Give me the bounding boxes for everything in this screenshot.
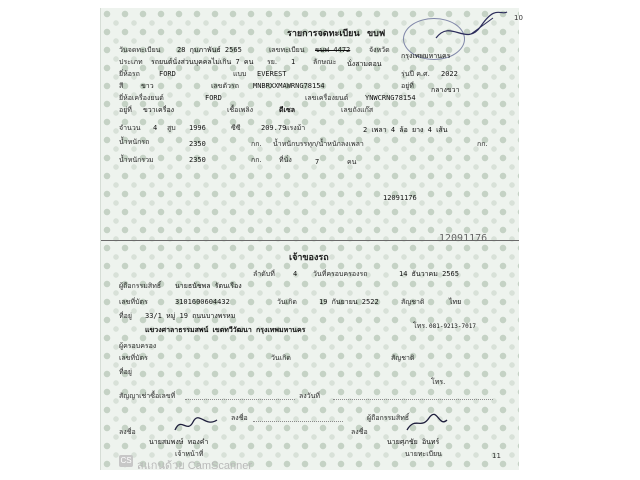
contract-date-label: ลงวันที่: [299, 392, 321, 400]
brand-label: ยี่ห้อรถ: [119, 70, 140, 78]
gross-label: น้ำหนักรวม: [119, 156, 154, 164]
weight-label: น้ำหนักรถ: [119, 138, 150, 146]
officer-1-title: เจ้าหน้าที่: [175, 450, 204, 458]
sign-line: [253, 421, 343, 422]
seats-value: 7: [315, 158, 320, 166]
weight-unit: กก.: [251, 140, 262, 148]
officer-2-title: นายทะเบียน: [405, 450, 442, 458]
model-year-label: รุ่นปี ค.ศ.: [401, 70, 430, 78]
model-year-value: 2022: [441, 70, 458, 78]
chassis-value: MNBRXXMAWRNG78154: [253, 82, 325, 90]
plate-prefix: ขบฟ: [367, 29, 386, 39]
engine-brand-value: FORD: [205, 94, 222, 102]
load-label: น้ำหนักบรรทุก/น้ำหนักลงเพลา: [273, 140, 364, 148]
address-line-2: แขวงศาลาธรรมสพน์ เขตทวีวัฒนา กรุงเทพมหานคร: [145, 326, 306, 334]
signature-top: [431, 8, 511, 52]
phone-value: 081-9213-7017: [429, 323, 476, 330]
engine-location-label: อยู่ที่: [119, 106, 132, 114]
possessor-label: ผู้ครอบครอง: [119, 342, 157, 350]
type-label: ประเภท: [119, 58, 143, 66]
document-title: รายการจดทะเบียน: [287, 29, 360, 39]
seats-label: ที่นั่ง: [279, 156, 292, 164]
officer-sign-label: ลงชื่อ: [351, 428, 368, 436]
page-number-bottom: 11: [492, 452, 501, 460]
registration-sheet: [100, 8, 519, 470]
nationality-value: ไทย: [449, 298, 462, 306]
nationality-label: สัญชาติ: [401, 298, 425, 306]
reg-sign-label: ลงชื่อ: [119, 428, 136, 436]
cylinders-unit: สูบ: [167, 124, 176, 132]
gross-value: 2350: [189, 156, 206, 164]
chassis-label: เลขตัวรถ: [211, 82, 239, 90]
serial-number: 12091176: [383, 194, 417, 202]
cc-unit: ซีซี: [231, 124, 241, 132]
fuel-value: ดีเซล: [279, 106, 295, 114]
plate-value: ขบฟ 4472: [315, 46, 351, 54]
owner-order-value: 4: [293, 270, 298, 278]
owner-section-title: เจ้าของรถ: [289, 253, 329, 263]
hp-value: 209.79: [261, 124, 287, 132]
officer-2-name: นายศุภชัย อินทร์: [387, 438, 440, 446]
owner-order-label: ลำดับที่: [253, 270, 275, 278]
seats-unit: คน: [347, 158, 357, 166]
model-label: แบบ: [233, 70, 247, 78]
signature-officer-1: [171, 414, 221, 436]
color-label: สี: [119, 82, 124, 90]
gross-unit: กก.: [251, 156, 262, 164]
color-value: ขาว: [141, 82, 154, 90]
holder-label: ผู้ถือกรรมสิทธิ์: [119, 282, 162, 290]
fuel-label: เชื้อเพลิง: [227, 106, 254, 114]
officer-1-name: นายสมพงษ์ ทองคำ: [149, 438, 209, 446]
possessor-phone-label: โทร.: [431, 378, 446, 386]
sign-label: ลงชื่อ: [231, 414, 248, 422]
cylinders-label: จำนวน: [119, 124, 141, 132]
province-label: จังหวัด: [369, 46, 390, 54]
page-number-top: 10: [514, 14, 523, 22]
weight-value: 2350: [189, 140, 206, 148]
wheels-value: 2 เพลา 4 ล้อ ยาง 4 เส้น: [363, 126, 448, 134]
chassis-location-value: กลางขวา: [431, 86, 460, 94]
reg-date-label: วันจดทะเบียน: [119, 46, 161, 54]
phone-label: โทร.: [413, 322, 428, 330]
brand-value: FORD: [159, 70, 176, 78]
holder-value: นายธนัชพล รัตนเรือง: [175, 282, 242, 290]
possession-date-value: 14 ธันวาคม 2565: [399, 270, 459, 278]
contract-line: [185, 399, 295, 400]
contract-date-line: [333, 399, 493, 400]
hp-unit: แรงม้า: [285, 124, 306, 132]
cylinders-value: 4: [153, 124, 158, 132]
id-label: เลขที่บัตร: [119, 298, 148, 306]
camscanner-watermark: สแกนด้วย CamScanner: [137, 460, 253, 472]
camscanner-logo: CS: [120, 456, 132, 465]
plate-label: เลขทะเบียน: [269, 46, 305, 54]
tear-serial: 12091176: [439, 233, 488, 244]
province-value: กรุงเทพมหานคร: [401, 52, 451, 60]
possession-date-label: วันที่ครอบครองรถ: [313, 270, 368, 278]
address-line-1: 33/1 หมู่ 19 ถนนบางพรหม: [145, 312, 236, 320]
engine-location-value: ขวาเครื่อง: [143, 106, 175, 114]
model-value: EVEREST: [257, 70, 287, 78]
type-value: รถยนต์นั่งส่วนบุคคลไม่เกิน 7 คน: [151, 58, 254, 66]
signature-officer-2: [401, 412, 451, 434]
address-label: ที่อยู่: [119, 312, 132, 320]
possessor-address-label: ที่อยู่: [119, 368, 132, 376]
possessor-id-label: เลขที่บัตร: [119, 354, 148, 362]
style-value: นั่งสามตอน: [347, 60, 382, 68]
category-label: รย.: [267, 58, 278, 66]
chassis-location-label: อยู่ที่: [401, 82, 414, 90]
contract-label: สัญญาเช่าซื้อเลขที่: [119, 392, 176, 400]
possessor-birth-label: วันเกิด: [271, 354, 291, 362]
owner-sign-label: ผู้ถือกรรมสิทธิ์: [367, 414, 410, 422]
birth-label: วันเกิด: [277, 298, 297, 306]
possessor-nation-label: สัญชาติ: [391, 354, 415, 362]
birth-value: 19 กันยายน 2522: [319, 298, 379, 306]
style-label: ลักษณะ: [313, 58, 337, 66]
category-value: 1: [291, 58, 296, 66]
id-value: 3101600604432: [175, 298, 230, 306]
engine-no-value: YNWCRNG78154: [365, 94, 416, 102]
gas-tank-label: เลขถังแก๊ส: [341, 106, 374, 114]
engine-no-label: เลขเครื่องยนต์: [305, 94, 349, 102]
cc-value: 1996: [189, 124, 206, 132]
load-unit: กก.: [477, 140, 488, 148]
engine-brand-label: ยี่ห้อเครื่องยนต์: [119, 94, 164, 102]
reg-date-value: 28 กุมภาพันธ์ 2565: [177, 46, 242, 54]
